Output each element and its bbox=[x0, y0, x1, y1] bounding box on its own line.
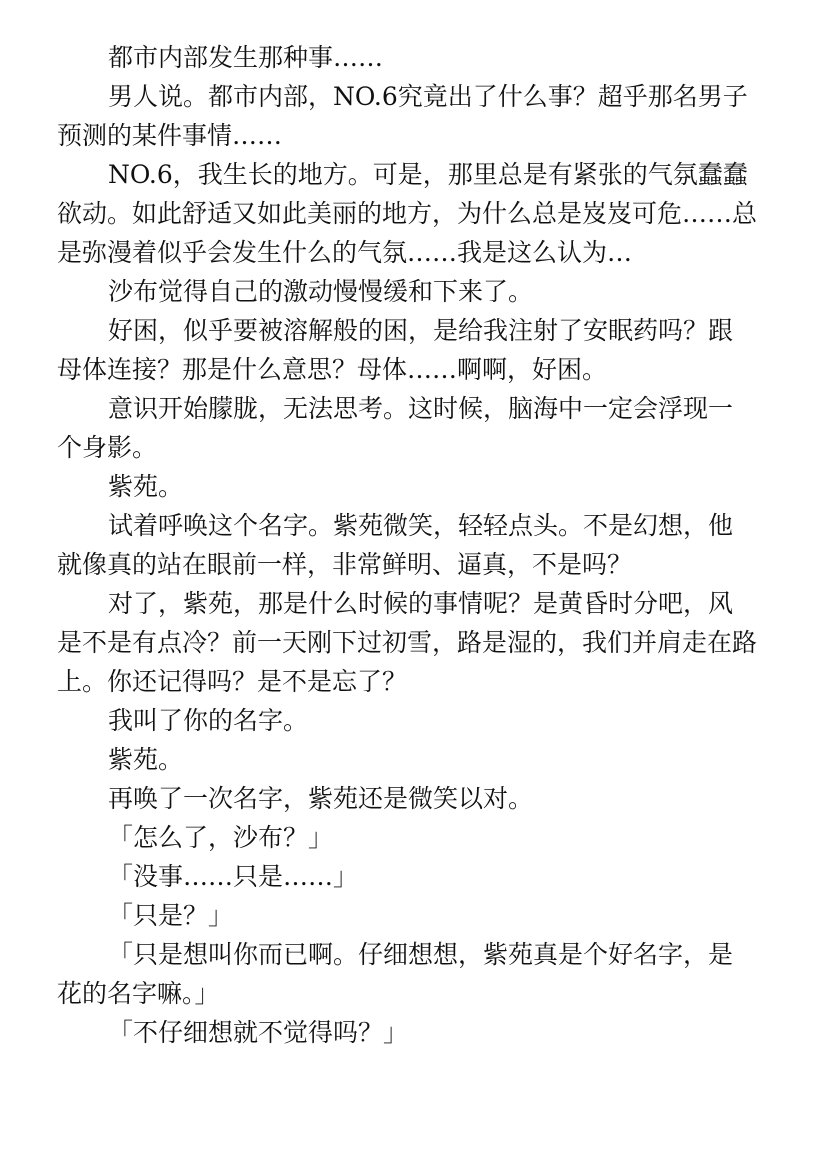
dialogue-line: 「没事……只是……」 bbox=[108, 862, 359, 891]
paragraph: 沙布觉得自己的激动慢慢缓和下来了。 bbox=[108, 277, 534, 306]
paragraph: 再唤了一次名字，紫苑还是微笑以对。 bbox=[108, 784, 534, 813]
paragraph: 都市内部发生那种事…… bbox=[108, 43, 384, 72]
paragraph: 紫苑。 bbox=[108, 472, 184, 501]
dialogue-line: 「只是？」 bbox=[108, 901, 234, 930]
paragraph: 试着呼唤这个名字。紫苑微笑，轻轻点头。不是幻想，他就像真的站在眼前一样，非常鲜明、逼真，不是吗？ bbox=[57, 511, 734, 579]
paragraph: NO.6，我生长的地方。可是，那里总是有紧张的气氛蠢蠢欲动。如此舒适又如此美丽的地方，为什么总是岌岌可危……总是弥漫着似乎会发生什么的气氛……我是这么认为… bbox=[57, 160, 758, 267]
paragraph: 我叫了你的名字。 bbox=[108, 706, 309, 735]
paragraph: 紫苑。 bbox=[108, 745, 184, 774]
paragraph: 对了，紫苑，那是什么时候的事情呢？是黄昏时分吧，风是不是有点冷？前一天刚下过初雪，路是湿的，我们并肩走在路上。你还记得吗？是不是忘了？ bbox=[57, 589, 758, 696]
document-page bbox=[57, 38, 757, 1052]
paragraph: 好困，似乎要被溶解般的困，是给我注射了安眠药吗？跟母体连接？那是什么意思？母体……啊啊，好困。 bbox=[57, 316, 734, 384]
dialogue-line: 「只是想叫你而已啊。仔细想想，紫苑真是个好名字，是花的名字嘛。」 bbox=[57, 940, 734, 1008]
dialogue-line: 「怎么了，沙布？」 bbox=[108, 823, 334, 852]
paragraph: 意识开始朦胧，无法思考。这时候，脑海中一定会浮现一个身影。 bbox=[57, 394, 734, 462]
paragraph: 男人说。都市内部，NO.6究竟出了什么事？超乎那名男子预测的某件事情…… bbox=[57, 82, 748, 150]
dialogue-line: 「不仔细想就不觉得吗？」 bbox=[108, 1018, 409, 1047]
